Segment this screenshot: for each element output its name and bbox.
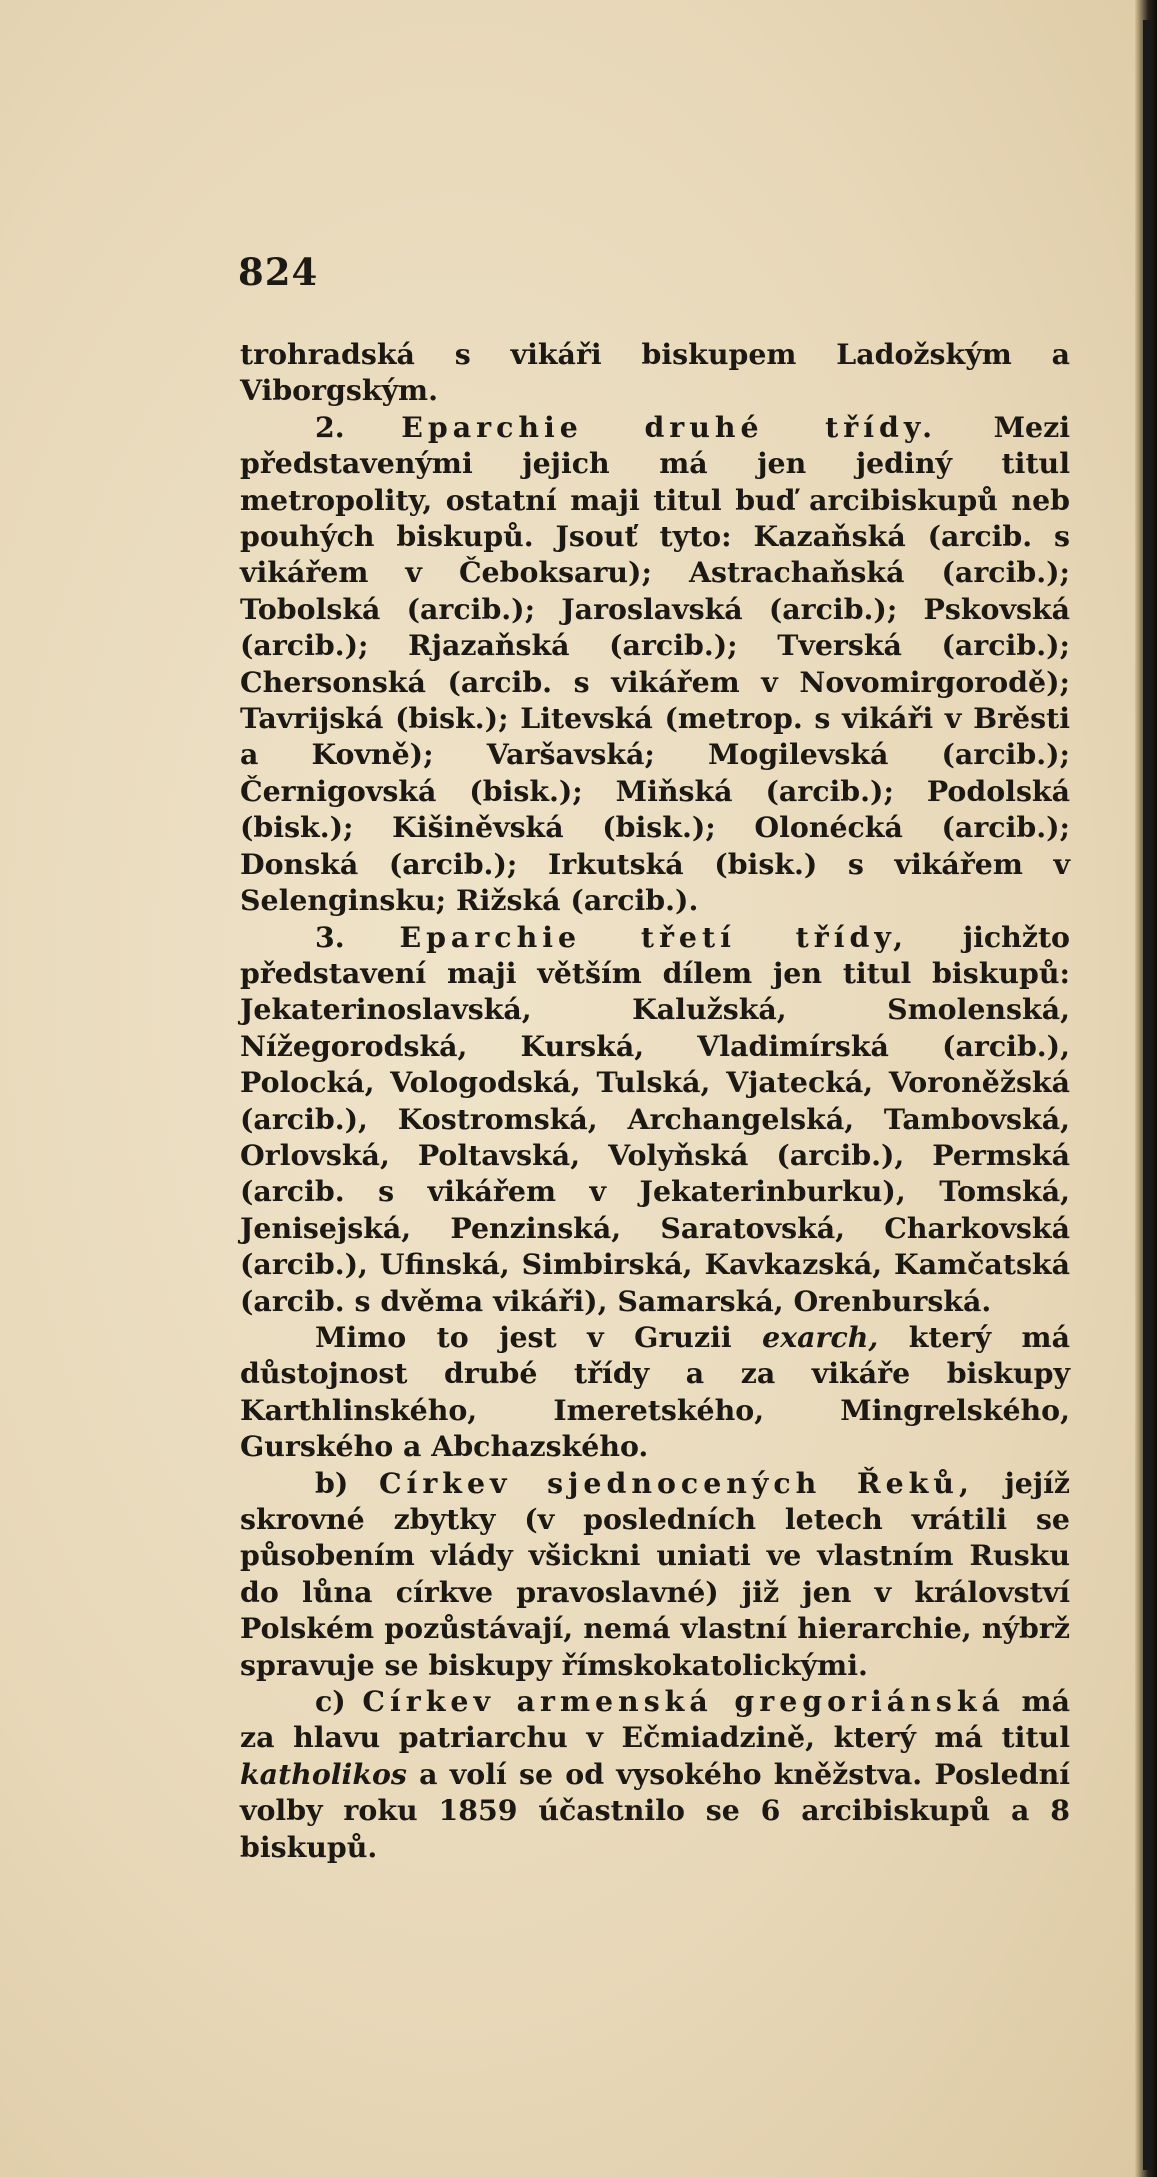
paragraph-eparchie-treti bbox=[240, 919, 1070, 1319]
book-spine-edge bbox=[1135, 0, 1157, 2177]
section-heading: Eparchie třetí třídy, bbox=[399, 919, 909, 954]
text-run: a volí se od vysokého kněžstva. Poslední volby roku 1859 účastnilo se 6 arcibiskupů a 8 biskupů. bbox=[240, 1756, 1070, 1864]
text-run: 3. bbox=[315, 919, 400, 954]
paragraph-eparchie-druhe bbox=[240, 409, 1070, 919]
text-run: jejíž skrovné zbytky (v posledních letech vrátili se působením vlády všickni uniati ve vlastním Rusku do lůna církve pravoslavné) již jen v království Polském pozůstávají, nemá vlastní hierarchie, nýbrž spravuje se biskupy římskokatolickými. bbox=[240, 1465, 1070, 1682]
section-heading: Církev armenská gregoriánská bbox=[362, 1684, 1005, 1719]
text-run: trohradská s vikáři biskupem Ladožským a Viborgským. bbox=[240, 337, 1070, 408]
paragraph-armenska bbox=[240, 1683, 1070, 1865]
paragraph-sjednocenych-reku bbox=[240, 1465, 1070, 1683]
section-heading: Církev sjednocených Řeků, bbox=[378, 1465, 974, 1500]
text-run: který má důstojnost drubé třídy a za vikáře biskupy Karthlinského, Imeretského, Mingrelského, Gurského a Abchazského. bbox=[240, 1319, 1070, 1464]
italic-term: exarch, bbox=[762, 1319, 879, 1354]
section-heading: Eparchie druhé třídy. bbox=[401, 409, 938, 444]
text-run: má za hlavu patriarchu v Ečmiadzině, který má titul bbox=[240, 1684, 1070, 1755]
text-run: jichžto představení maji větším dílem jen titul biskupů: Jekaterinoslavská, Kalužská, Smolenská, Nížegorodská, Kurská, Vladimírská (arcib.), Polocká, Vologodská, Tulská, Vjatecká, Voroněžská (arcib.), Kostromská, Archangelská, Tambovská, Orlovská, Poltavská, Volyňská (arcib.), Permská (arcib. s vikářem v Jekaterinburku), Tomská, Jenisejská, Penzinská, Saratovská, Charkovská (arcib.), Ufinská, Simbirská, Kavkazská, Kamčatská (arcib. s dvěma vikáři), Samarská, Orenburská. bbox=[240, 919, 1070, 1318]
spine-shadow bbox=[1143, 20, 1151, 2170]
text-run: c) bbox=[315, 1684, 363, 1719]
italic-term: katholikos bbox=[240, 1756, 407, 1791]
page-number: 824 bbox=[238, 250, 319, 294]
paragraph-gruzie bbox=[240, 1319, 1070, 1465]
paragraph-continuation bbox=[240, 336, 1070, 409]
text-run: 2. bbox=[315, 409, 402, 444]
text-run: b) bbox=[315, 1465, 379, 1500]
text-run: Mezi představenými jejich má jen jediný titul metropolity, ostatní maji titul buď arcibiskupů neb pouhých biskupů. Jsouť tyto: Kazaňská (arcib. s vikářem v Čeboksaru); Astrachaňská (arcib.); Tobolská (arcib.); Jaroslavská (arcib.); Pskovská (arcib.); Rjazaňská (arcib.); Tverská (arcib.); Chersonská (arcib. s vikářem v Novomirgorodě); Tavrijská (bisk.); Litevská (metrop. s vikáři v Brěsti a Kovně); Varšavská; Mogilevská (arcib.); Černigovská (bisk.); Miňská (arcib.); Podolská (bisk.); Kišiněvská (bisk.); Olonécká (arcib.); Donská (arcib.); Irkutská (bisk.) s vikářem v Selenginsku; Rižská (arcib.). bbox=[240, 409, 1070, 918]
text-run: Mimo to jest v Gruzii bbox=[315, 1319, 763, 1354]
body-text bbox=[240, 336, 1070, 1865]
